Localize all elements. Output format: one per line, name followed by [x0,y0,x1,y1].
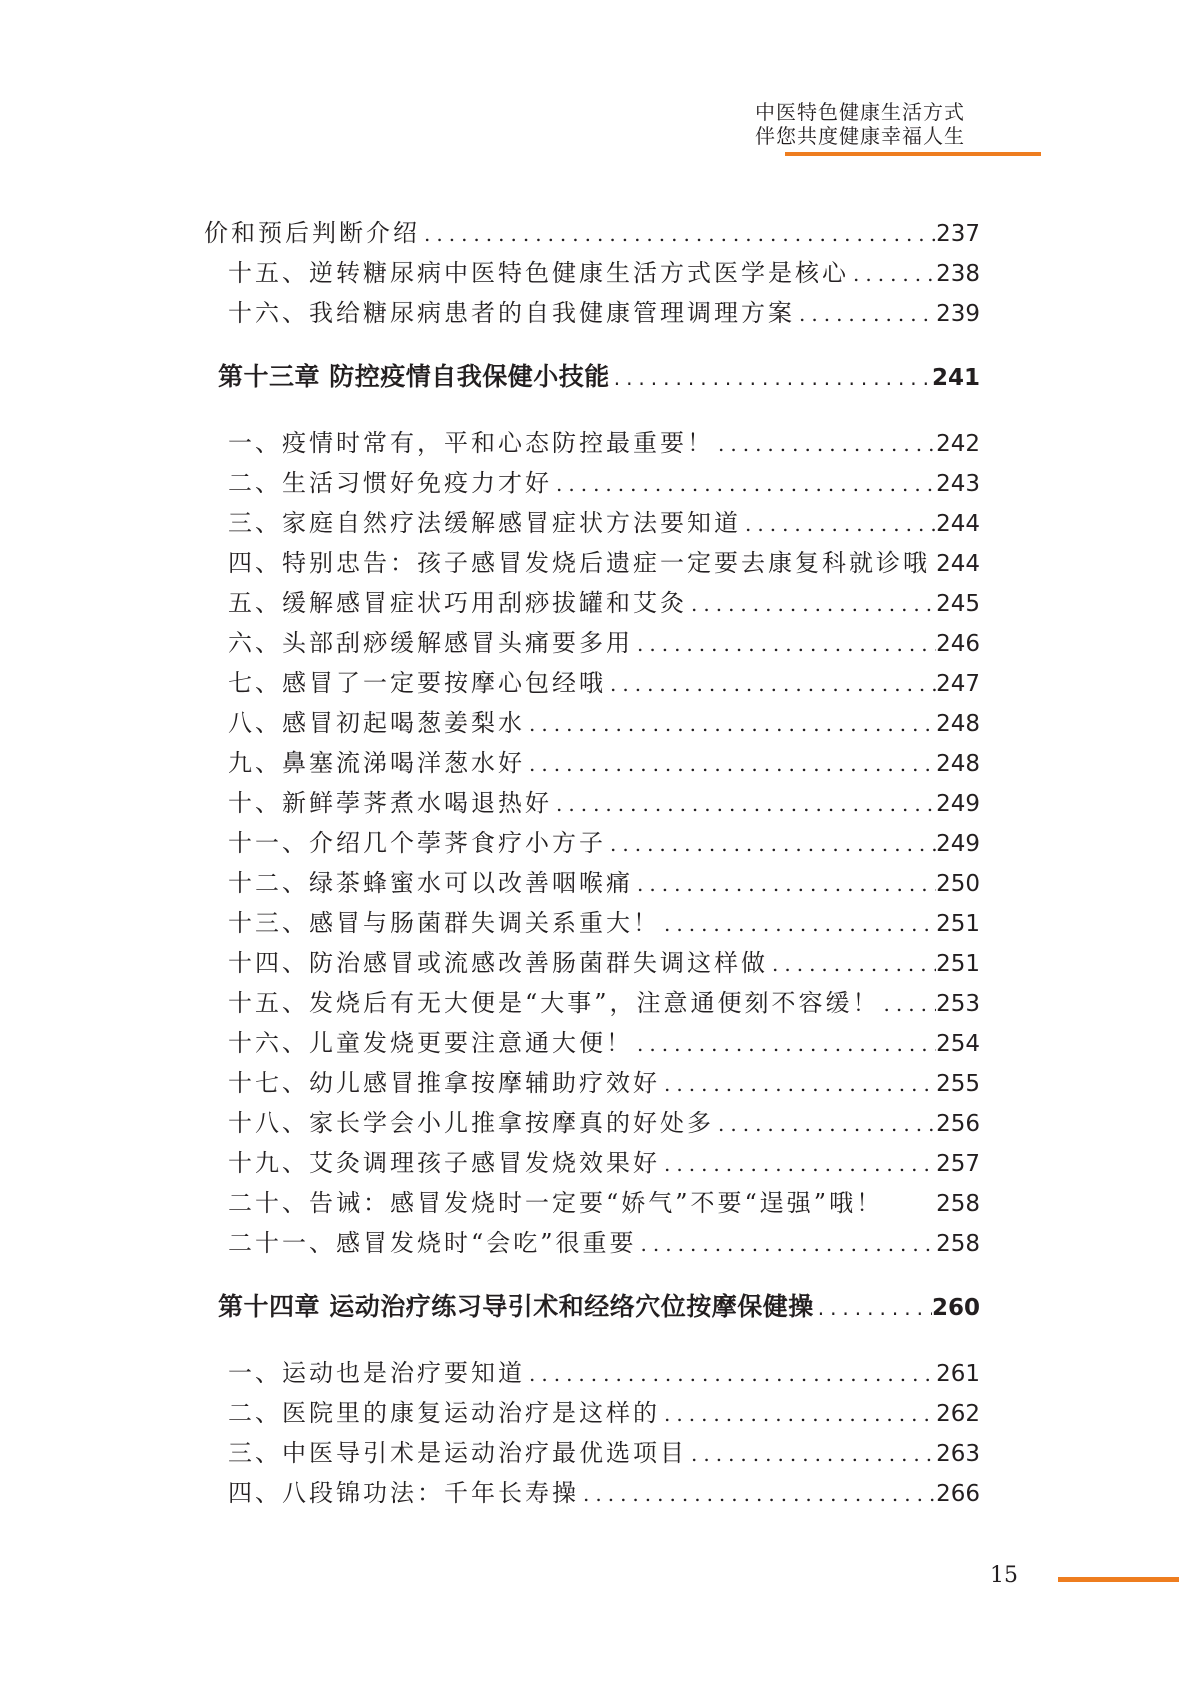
toc-entry-page: 249 [936,831,980,857]
toc-entry[interactable] [200,1433,980,1473]
toc-entry-title: 五、缓解感冒症状巧用刮痧拔罐和艾灸 [228,589,687,617]
toc-leader-dots [741,504,936,543]
toc-leader-dots [633,1024,936,1063]
footer-rule [1058,1577,1179,1582]
toc-leader-dots [606,824,936,863]
toc-entry-title: 十八、家长学会小儿推拿按摩真的好处多 [228,1109,714,1137]
toc-entry-title: 三、中医导引术是运动治疗最优选项目 [228,1439,687,1467]
toc-entry-title: 二十一、感冒发烧时“会吃”很重要 [228,1229,637,1257]
toc-entry[interactable] [200,1473,980,1513]
toc-leader-dots [579,1474,936,1513]
toc-entry-page: 260 [931,1295,980,1321]
toc-entry-page: 250 [936,871,980,897]
toc-entry[interactable] [200,983,980,1023]
toc-entry-page: 262 [936,1401,980,1427]
toc-leader-dots [610,358,932,397]
toc-entry[interactable] [200,1063,980,1103]
toc-entry-page: 238 [936,261,980,287]
toc-leader-dots [660,904,936,943]
toc-entry-page: 241 [931,365,980,391]
toc-entry[interactable] [200,1023,980,1063]
toc-entry-page: 261 [936,1361,980,1387]
toc-leader-dots [633,864,936,903]
toc-leader-dots [687,584,936,623]
toc-entry[interactable] [200,213,980,253]
toc-entry[interactable] [200,1143,980,1183]
toc-entry-page: 251 [936,911,980,937]
toc-entry[interactable] [200,783,980,823]
toc-entry-title: 八、感冒初起喝葱姜梨水 [228,709,525,737]
toc-entry-title: 十三、感冒与肠菌群失调关系重大！ [228,909,660,937]
toc-entry-page: 247 [936,671,980,697]
running-header [755,100,965,148]
toc-entry[interactable] [200,863,980,903]
toc-entry[interactable] [200,823,980,863]
toc-leader-dots [420,214,936,253]
toc-leader-dots [880,984,937,1023]
toc-entry-title: 十五、发烧后有无大便是“大事”，注意通便刻不容缓！ [228,989,880,1017]
toc-entry-title: 一、疫情时常有，平和心态防控最重要！ [228,429,714,457]
toc-entry-page: 266 [936,1481,980,1507]
page-number: 15 [990,1563,1018,1588]
toc-entry-page: 258 [936,1191,980,1217]
toc-entry-title: 价和预后判断介绍 [204,219,420,247]
toc-leader-dots [552,784,936,823]
toc-entry-page: 248 [936,751,980,777]
toc-entry[interactable] [200,543,980,583]
toc-entry-page: 237 [936,221,980,247]
toc-leader-dots [525,704,936,743]
toc-entry[interactable] [200,663,980,703]
toc-entry-title: 二、生活习惯好免疫力才好 [228,469,552,497]
toc-entry-title: 三、家庭自然疗法缓解感冒症状方法要知道 [228,509,741,537]
toc-entry[interactable] [200,423,980,463]
toc-leader-dots [814,1288,932,1327]
toc-entry-page: 244 [936,551,980,577]
toc-entry-title: 第十四章 运动治疗练习导引术和经络穴位按摩保健操 [218,1292,814,1321]
toc-entry-title: 十五、逆转糖尿病中医特色健康生活方式医学是核心 [228,259,849,287]
toc-entry-page: 258 [936,1231,980,1257]
toc-entry[interactable] [200,583,980,623]
toc-entry-title: 四、特别忠告：孩子感冒发烧后遗症一定要去康复科就诊哦 [228,549,930,577]
toc-entry[interactable] [200,1103,980,1143]
toc-leader-dots [714,1104,936,1143]
toc-leader-dots [660,1064,936,1103]
toc-entry-page: 253 [936,991,980,1017]
toc-entry-page: 255 [936,1071,980,1097]
toc-leader-dots [525,1354,936,1393]
toc-entry-title: 十六、我给糖尿病患者的自我健康管理调理方案 [228,299,795,327]
toc-entry-page: 263 [936,1441,980,1467]
toc-entry[interactable] [200,1393,980,1433]
toc-entry[interactable] [200,503,980,543]
toc-entry-page: 242 [936,431,980,457]
toc-entry-page: 248 [936,711,980,737]
toc-leader-dots [606,664,936,703]
toc-leader-dots [660,1394,936,1433]
toc-entry-title: 六、头部刮痧缓解感冒头痛要多用 [228,629,633,657]
toc-entry-title: 十九、艾灸调理孩子感冒发烧效果好 [228,1149,660,1177]
header-rule [785,152,1041,156]
toc-entry-title: 二、医院里的康复运动治疗是这样的 [228,1399,660,1427]
toc-entry[interactable] [200,623,980,663]
toc-entry-page: 257 [936,1151,980,1177]
toc-entry[interactable] [200,1183,980,1223]
toc-entry-title: 十七、幼儿感冒推拿按摩辅助疗效好 [228,1069,660,1097]
toc-chapter[interactable] [200,1287,980,1327]
toc-entry-title: 一、运动也是治疗要知道 [228,1359,525,1387]
toc-leader-dots [525,744,936,783]
toc-entry-page: 243 [936,471,980,497]
toc-entry-title: 九、鼻塞流涕喝洋葱水好 [228,749,525,777]
toc-entry-page: 254 [936,1031,980,1057]
toc-entry-title: 七、感冒了一定要按摩心包经哦 [228,669,606,697]
toc-entry[interactable] [200,1353,980,1393]
toc-entry-page: 246 [936,631,980,657]
header-line-2: 伴您共度健康幸福人生 [755,124,965,148]
toc-entry-page: 249 [936,791,980,817]
toc-leader-dots [687,1434,936,1473]
toc-entry[interactable] [200,703,980,743]
toc-entry-page: 239 [936,301,980,327]
toc-leader-dots [633,624,936,663]
toc-leader-dots [552,464,936,503]
toc-entry-title: 十二、绿茶蜂蜜水可以改善咽喉痛 [228,869,633,897]
toc-leader-dots [714,424,936,463]
toc-entry-title: 四、八段锦功法：千年长寿操 [228,1479,579,1507]
toc-leader-dots [795,294,936,333]
toc-entry[interactable] [200,1223,980,1263]
toc-entry-title: 十四、防治感冒或流感改善肠菌群失调这样做 [228,949,768,977]
toc-chapter[interactable] [200,357,980,397]
toc-entry[interactable] [200,293,980,333]
toc-entry-title: 二十、告诫：感冒发烧时一定要“娇气”不要“逞强”哦！ [228,1189,884,1217]
toc-entry[interactable] [200,253,980,293]
toc-entry-title: 十、新鲜荸荠煮水喝退热好 [228,789,552,817]
toc-entry[interactable] [200,743,980,783]
toc-entry[interactable] [200,943,980,983]
toc-entry[interactable] [200,463,980,503]
toc-leader-dots [849,254,936,293]
table-of-contents [200,213,980,1513]
toc-entry-title: 第十三章 防控疫情自我保健小技能 [218,362,610,391]
header-line-1: 中医特色健康生活方式 [755,100,965,124]
toc-entry-page: 245 [936,591,980,617]
toc-leader-dots [660,1144,936,1183]
toc-entry-title: 十一、介绍几个荸荠食疗小方子 [228,829,606,857]
toc-leader-dots [768,944,936,983]
toc-entry-page: 256 [936,1111,980,1137]
toc-entry-page: 251 [936,951,980,977]
toc-entry[interactable] [200,903,980,943]
toc-leader-dots [637,1224,937,1263]
toc-entry-title: 十六、儿童发烧更要注意通大便！ [228,1029,633,1057]
toc-entry-page: 244 [936,511,980,537]
